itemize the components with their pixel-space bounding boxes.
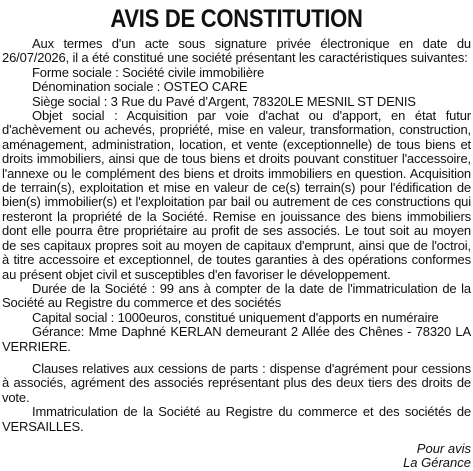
notice-body: [2, 37, 471, 434]
notice-signoff: [2, 442, 471, 471]
notice-intro-paragraph: Aux termes d'un acte sous signature privée électronique en date du 26/07/2026, il a été constitué une société présentant les caractéristiques suivantes:: [2, 36, 471, 66]
clauses-cessions-paragraph: Clauses relatives aux cessions de parts : dispense d'agrément pour cessions à associés, agrément des associés représentant plus des deux tiers des droits de vote.: [2, 360, 471, 405]
denomination-line: Dénomination sociale : OSTEO CARE: [32, 79, 248, 95]
signoff-pour-avis: Pour avis: [416, 440, 471, 456]
gerance-paragraph: Gérance: Mme Daphné KERLAN demeurant 2 Allée des Chênes - 78320 LA VERRIERE.: [2, 324, 471, 354]
immatriculation-paragraph: Immatriculation de la Société au Registre du commerce et des sociétés de VERSAILLES.: [2, 404, 471, 434]
forme-sociale-line: Forme sociale : Société civile immobilière: [32, 64, 265, 80]
notice-title: AVIS DE CONSTITUTION: [110, 5, 363, 33]
signoff-gerance: La Gérance: [403, 455, 471, 471]
capital-social-line: Capital social : 1000euros, constitué uniquement d'apports en numéraire: [32, 309, 439, 325]
siege-social-line: Siège social : 3 Rue du Pavé d’Argent, 78320LE MESNIL ST DENIS: [32, 93, 416, 109]
objet-social-paragraph: Objet social : Acquisition par voie d'achat ou d'apport, en état futur d'achèvement ou achevés, propriété, mise en valeur, transformation, construction, aménagement, administration, location, et vente (exceptionnelle) de tous biens et droits immobiliers, ainsi que de tous biens et droits pouvant constituer l'accessoire, l'annexe ou le complément des biens et droits immobiliers en question. Acquisition de terrain(s), exploitation et mise en valeur de ce(s) terrain(s) pour l'édification de bien(s) immobilier(s) et l'exploitation par bail ou autrement de ces constructions qui resteront la propriété de la Société. Remise en jouissance des biens immobiliers dont elle pourra être propriétaire au profit de ses associés. Le tout soit au moyen de ses capitaux propres soit au moyen de capitaux d'emprunt, ainsi que de l'octroi, à titre accessoire et exceptionnel, de toutes garanties à des opérations conformes au présent objet civil et susceptibles d'en favoriser le développement.: [2, 108, 471, 282]
duree-paragraph: Durée de la Société : 99 ans à compter de la date de l'immatriculation de la Société au Registre du commerce et des sociétés: [2, 280, 471, 311]
